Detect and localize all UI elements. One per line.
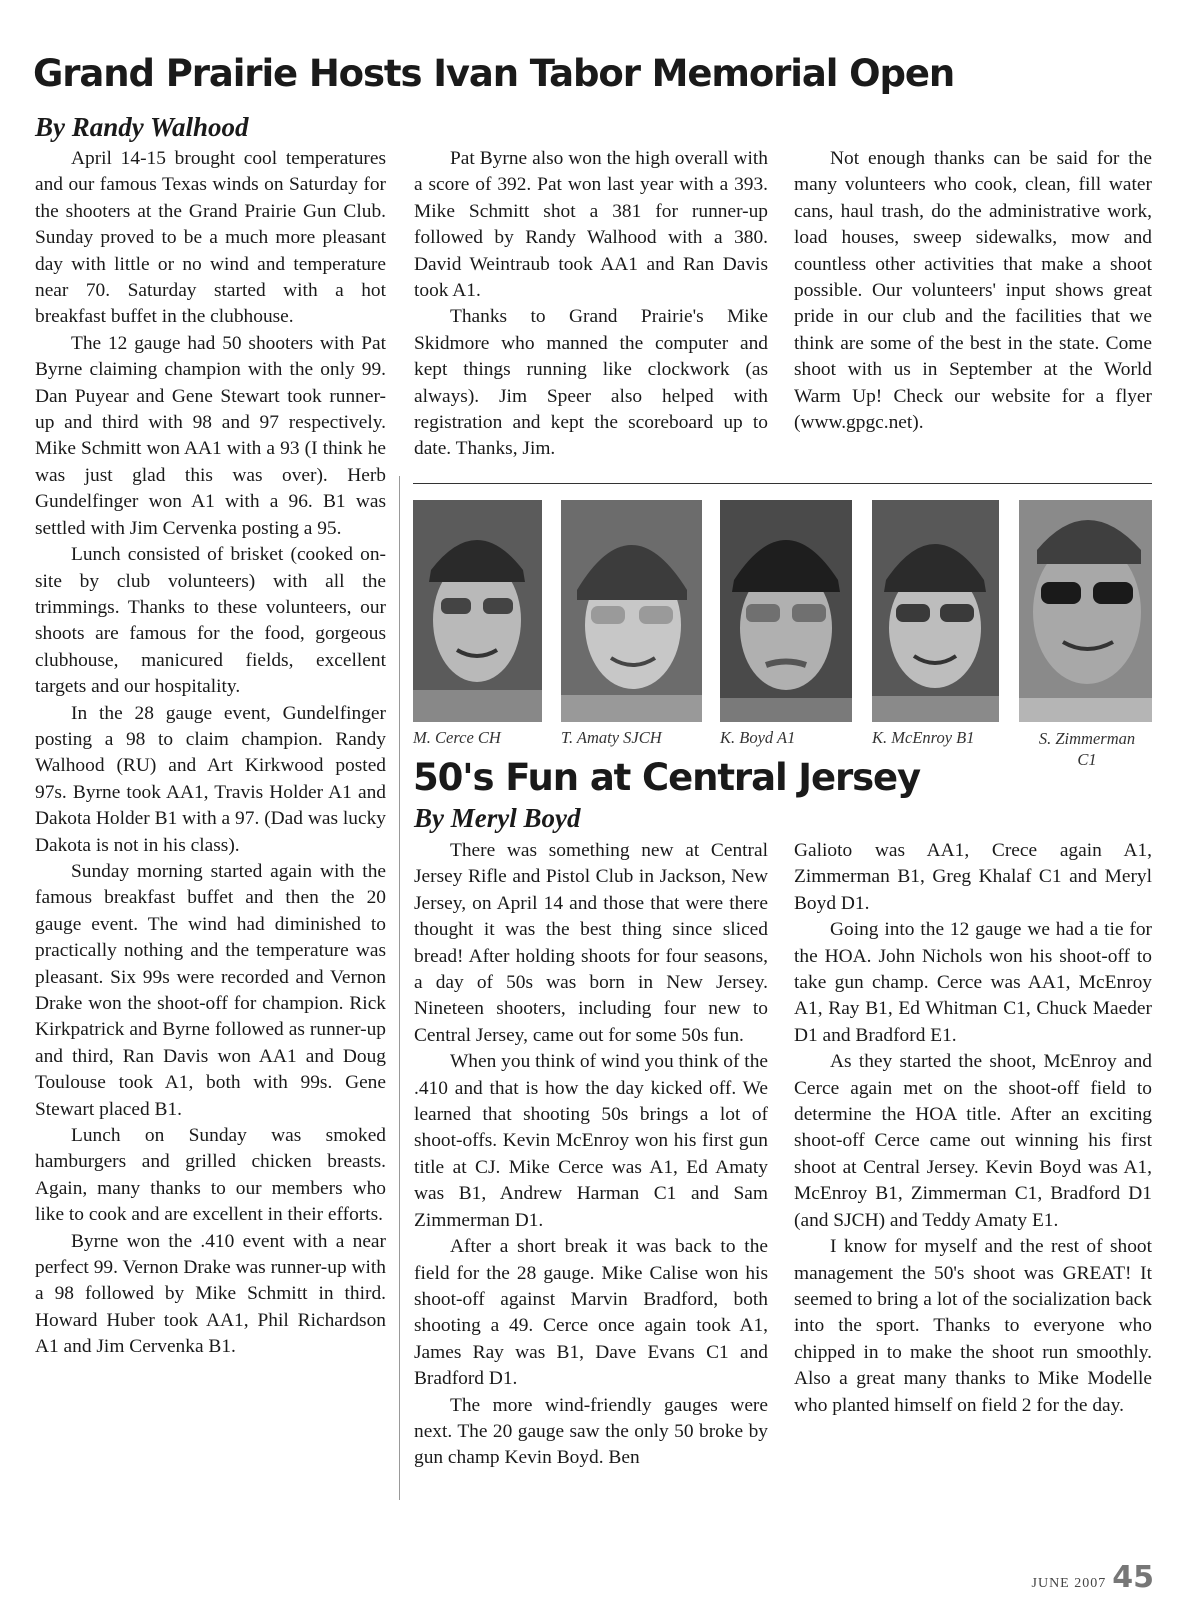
paragraph: Going into the 12 gauge we had a tie for the HOA. John Nichols won his shoot-off to take gun champ. Cerce was AA1, McEnroy A1, Ray B1, Ed Whitman C1, Chuck Maeder D1 and Bradford E1. [794, 919, 1152, 1046]
portrait-icon [413, 500, 542, 722]
caption-line: C1 [1077, 750, 1097, 769]
paragraph: The more wind-friendly gauges were next. The 20 gauge saw the only 50 broke by gun champ Kevin Boyd. Ben [414, 1394, 768, 1469]
paragraph: Byrne won the .410 event with a near perfect 99. Vernon Drake was runner-up with a 98 followed by Mike Schmitt in third. Howard Huber took AA1, Phil Richardson A1 and Jim Cervenka B1. [35, 1230, 386, 1358]
portrait-photo-cerce [413, 500, 542, 722]
issue-date: JUNE 2007 [1031, 1576, 1107, 1591]
paragraph: Not enough thanks can be said for the many volunteers who cook, clean, fill water cans, haul trash, do the administrative work, load houses, sweep sidewalks, mow and countless other activities that make a shoot possible. Our volunteers' input shows great pride in our club and the facilities that we think are some of the best in the state. Come shoot with us in September at the World Warm Up! Check our website for a flyer (www.gpgc.net). [794, 148, 1152, 434]
portrait-icon [1019, 500, 1152, 722]
paragraph: The 12 gauge had 50 shooters with Pat Byrne claiming champion with the only 99. Dan Puyear and Gene Stewart took runner-up and third with 98 and 97 respectively. Mike Schmitt won AA1 with a 93 (I think he was just glad this was over). Herb Gundelfinger won A1 with a 96. B1 was settled with Jim Cervenka posting a 95. [35, 332, 386, 539]
paragraph: After a short break it was back to the field for the 28 gauge. Mike Calise won his shoot-off against Marvin Bradford, both shooting a 49. Cerce once again took A1, James Ray was B1, Dave Evans C1 and Bradford D1. [414, 1236, 768, 1390]
article1-column-1 [35, 146, 386, 1361]
portrait-photo-amaty [561, 500, 702, 722]
page-footer [1032, 1560, 1154, 1595]
portrait-photo-zimmerman [1019, 500, 1152, 722]
page-number: 45 [1112, 1560, 1154, 1595]
photo-caption: K. McEnroy B1 [872, 728, 975, 747]
portrait-photo-boyd [720, 500, 852, 722]
paragraph: I know for myself and the rest of shoot management the 50's shoot was GREAT! It seemed to bring a lot of the socialization back into the sport. Thanks to everyone who chipped in to make the shoot run smoothly. Also a great many thanks to Mike Modelle who planted himself on field 2 for the day. [794, 1236, 1152, 1416]
photo-caption: M. Cerce CH [413, 728, 501, 747]
article-byline: By Meryl Boyd [414, 803, 581, 833]
section-divider [413, 483, 1152, 484]
column-divider [399, 476, 400, 1500]
paragraph: Pat Byrne also won the high overall with a score of 392. Pat won last year with a 393. Mike Schmitt shot a 381 for runner-up followed by Randy Walhood with a 380. David Weintraub took AA1 and Ran Davis took A1. [414, 148, 768, 302]
paragraph: When you think of wind you think of the .410 and that is how the day kicked off. We learned that shooting 50s brings a lot of shoot-offs. Kevin McEnroy won his first gun title at CJ. Mike Cerce was A1, Ed Amaty was B1, Andrew Harman C1 and Sam Zimmerman D1. [414, 1051, 768, 1231]
paragraph: In the 28 gauge event, Gundelfinger posting a 98 to claim champion. Randy Walhood (RU) and Art Kirkwood posted 97s. Byrne took AA1, Travis Holder A1 and Dakota Holder B1 with a 97. (Dad was lucky Dakota is not in his class). [35, 702, 386, 856]
paragraph: Sunday morning started again with the famous breakfast buffet and then the 20 gauge event. The wind had diminished to practically nothing and the temperature was pleasant. Six 99s were recorded and Vernon Drake won the shoot-off for champion. Rick Kirkpatrick and Byrne followed as runner-up and third, Ran Davis won AA1 and Doug Toulouse took A1, both with 99s. Gene Stewart placed B1. [35, 860, 386, 1120]
paragraph: There was something new at Central Jersey Rifle and Pistol Club in Jackson, New Jersey, on April 14 and those that were there thought it was the best thing since sliced bread! After holding shoots for four seasons, a day of 50s was born in New Jersey. Nineteen shooters, including four new to Central Jersey, came out for some 50s fun. [414, 840, 768, 1046]
paragraph: April 14-15 brought cool temperatures and our famous Texas winds on Saturday for the shooters at the Grand Prairie Gun Club. Sunday proved to be a much more pleasant day with little or no wind and temperature near 70. Saturday started with a hot breakfast buffet in the clubhouse. [35, 148, 386, 328]
paragraph: Lunch on Sunday was smoked hamburgers and grilled chicken breasts. Again, many thanks to our members who like to cook and are excellent in their efforts. [35, 1125, 386, 1226]
portrait-icon [872, 500, 999, 722]
portrait-icon [720, 500, 852, 722]
article-headline: 50's Fun at Central Jersey [413, 756, 921, 799]
paragraph: Lunch consisted of brisket (cooked on-site by club volunteers) with all the trimmings. Thanks to these volunteers, our shoots are famous for the food, gorgeous clubhouse, manicured fields, excellent targets and our hospitality. [35, 544, 386, 698]
portrait-photo-mcenroy [872, 500, 999, 722]
paragraph: As they started the shoot, McEnroy and Cerce again met on the shoot-off field to determine the HOA title. After an exciting shoot-off Cerce came out winning his first shoot at Central Jersey. Kevin Boyd was A1, McEnroy B1, Zimmerman C1, Bradford D1 (and SJCH) and Teddy Amaty E1. [794, 1051, 1152, 1231]
article1-column-2 [414, 146, 768, 463]
article-headline: Grand Prairie Hosts Ivan Tabor Memorial Open [33, 52, 955, 95]
article1-column-3 [794, 146, 1152, 436]
paragraph: Galioto was AA1, Crece again A1, Zimmerman B1, Greg Khalaf C1 and Meryl Boyd D1. [794, 840, 1152, 914]
caption-line: S. Zimmerman [1038, 729, 1136, 748]
paragraph: Thanks to Grand Prairie's Mike Skidmore who manned the computer and kept things running like clockwork (as always). Jim Speer also helped with registration and kept the scoreboard up to date. Thanks, Jim. [414, 306, 768, 460]
photo-caption: K. Boyd A1 [720, 728, 796, 747]
article2-column-2 [794, 838, 1152, 1419]
portrait-icon [561, 500, 702, 722]
article-byline: By Randy Walhood [35, 112, 249, 142]
article2-column-1 [414, 838, 768, 1472]
photo-caption: T. Amaty SJCH [561, 728, 662, 747]
photo-caption [1022, 728, 1152, 770]
